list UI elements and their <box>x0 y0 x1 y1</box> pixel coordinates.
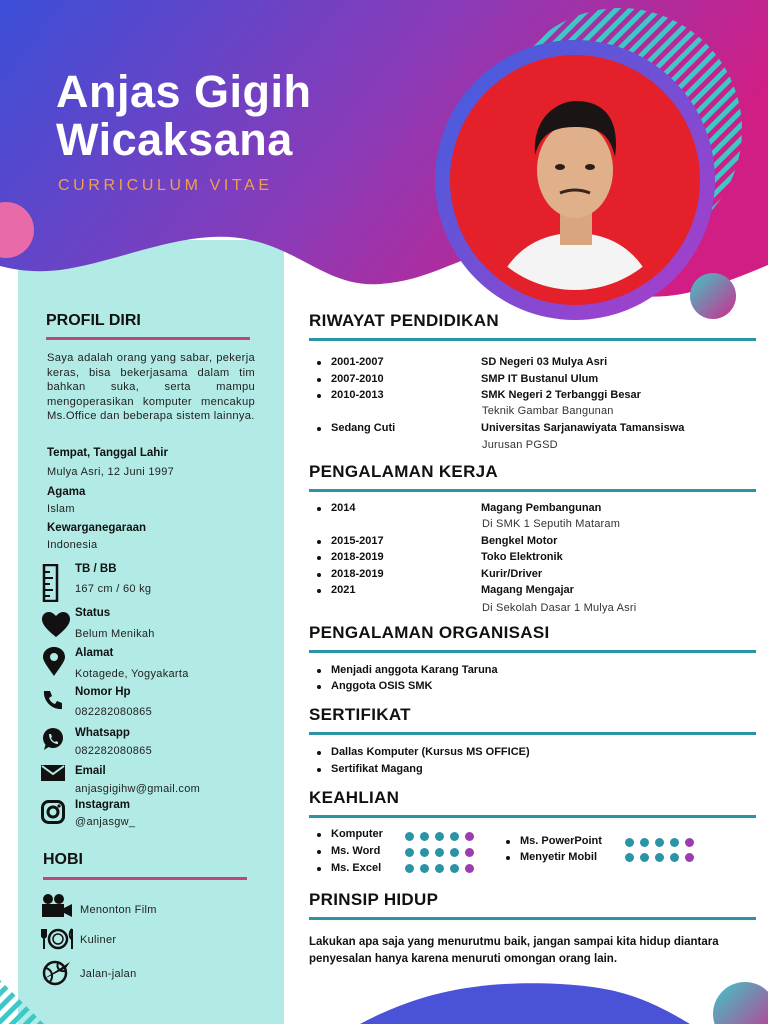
phone-value: 082282080865 <box>75 706 153 718</box>
skill-level-dots <box>625 838 694 847</box>
skill-dot-filled <box>450 864 459 873</box>
skill-dot-filled <box>670 838 679 847</box>
skill-dot-empty <box>685 853 694 862</box>
experience-role: Kurir/Driver <box>481 568 543 580</box>
skill-dot-filled <box>435 832 444 841</box>
organization-item: Anggota OSIS SMK <box>331 680 433 692</box>
instagram-icon <box>41 800 65 824</box>
address-label: Alamat <box>75 647 114 659</box>
experience-period: 2015-2017 <box>331 535 384 547</box>
skill-dot-filled <box>405 848 414 857</box>
experience-detail: Di Sekolah Dasar 1 Mulya Asri <box>482 602 637 614</box>
skill-dot-filled <box>655 853 664 862</box>
certificate-item: Sertifikat Magang <box>331 763 423 775</box>
education-period: Sedang Cuti <box>331 422 396 434</box>
certificate-item: Dallas Komputer (Kursus MS OFFICE) <box>331 746 530 758</box>
experience-period: 2018-2019 <box>331 568 384 580</box>
experience-detail: Di SMK 1 Seputih Mataram <box>482 518 621 530</box>
whatsapp-icon <box>41 727 65 751</box>
instagram-value: @anjasgw_ <box>75 816 136 828</box>
skill-dot-filled <box>640 853 649 862</box>
ruler-icon <box>42 564 60 602</box>
birth-value: Mulya Asri, 12 Juni 1997 <box>47 466 175 478</box>
skill-dot-filled <box>420 832 429 841</box>
skill-level-dots <box>405 864 474 873</box>
principle-divider <box>309 917 756 920</box>
hobby-label-travel: Jalan-jalan <box>80 968 137 980</box>
education-detail: Jurusan PGSD <box>482 439 558 451</box>
birth-label: Tempat, Tanggal Lahir <box>47 447 168 459</box>
religion-value: Islam <box>47 503 75 515</box>
citizenship-value: Indonesia <box>47 539 98 551</box>
education-school: SD Negeri 03 Mulya Asri <box>481 356 608 368</box>
document-subtitle: CURRICULUM VITAE <box>58 177 273 194</box>
skill-dot-filled <box>420 864 429 873</box>
height-weight-value: 167 cm / 60 kg <box>75 583 152 595</box>
skill-dot-filled <box>420 848 429 857</box>
phone-icon <box>42 689 64 711</box>
skill-name: Ms. PowerPoint <box>520 835 602 847</box>
heart-icon <box>42 612 70 638</box>
skill-dot-filled <box>625 853 634 862</box>
email-icon <box>41 765 65 781</box>
organization-heading: PENGALAMAN ORGANISASI <box>309 623 550 642</box>
hobby-label-film: Menonton Film <box>80 904 157 916</box>
skill-dot-empty <box>685 838 694 847</box>
principle-heading: PRINSIP HIDUP <box>309 890 439 909</box>
skill-dot-empty <box>465 832 474 841</box>
skill-level-dots <box>405 832 474 841</box>
experience-role: Magang Mengajar <box>481 584 574 596</box>
height-weight-label: TB / BB <box>75 563 117 575</box>
full-name: Anjas Gigih Wicaksana <box>56 66 312 165</box>
skill-dot-filled <box>625 838 634 847</box>
skill-dot-filled <box>435 864 444 873</box>
skill-dot-filled <box>405 832 414 841</box>
skill-name: Komputer <box>331 828 383 840</box>
movie-camera-icon <box>41 894 73 918</box>
education-school: SMK Negeri 2 Terbanggi Besar <box>481 389 641 401</box>
status-label: Status <box>75 607 111 619</box>
education-period: 2010-2013 <box>331 389 384 401</box>
experience-period: 2021 <box>331 584 356 596</box>
education-period: 2001-2007 <box>331 356 384 368</box>
religion-label: Agama <box>47 486 86 498</box>
education-heading: RIWAYAT PENDIDIKAN <box>309 311 499 330</box>
principle-quote: Lakukan apa saja yang menurutmu baik, jangan sampai kita hidup diantara penyesalan hanya karena menuruti omongan orang lain. <box>309 936 719 965</box>
instagram-label: Instagram <box>75 799 130 811</box>
status-value: Belum Menikah <box>75 628 155 640</box>
profile-heading: PROFIL DIRI <box>46 312 141 329</box>
experience-role: Magang Pembangunan <box>481 502 602 514</box>
certificate-heading: SERTIFIKAT <box>309 705 411 724</box>
skill-level-dots <box>625 853 694 862</box>
travel-globe-icon <box>40 958 72 986</box>
whatsapp-value: 082282080865 <box>75 745 153 757</box>
experience-role: Bengkel Motor <box>481 535 558 547</box>
experience-divider <box>309 489 756 492</box>
skill-name: Menyetir Mobil <box>520 851 598 863</box>
email-label: Email <box>75 765 106 777</box>
skill-level-dots <box>405 848 474 857</box>
phone-label: Nomor Hp <box>75 686 131 698</box>
organization-item: Menjadi anggota Karang Taruna <box>331 664 498 676</box>
experience-role: Toko Elektronik <box>481 551 563 563</box>
skill-dot-filled <box>655 838 664 847</box>
skill-dot-empty <box>465 848 474 857</box>
skill-dot-filled <box>670 853 679 862</box>
skill-dot-filled <box>640 838 649 847</box>
education-school: Universitas Sarjanawiyata Tamansiswa <box>481 422 685 434</box>
experience-period: 2014 <box>331 502 356 514</box>
skills-divider <box>309 815 756 818</box>
organization-divider <box>309 650 756 653</box>
skill-dot-filled <box>450 832 459 841</box>
location-pin-icon <box>43 647 65 677</box>
certificate-divider <box>309 732 756 735</box>
hobby-heading: HOBI <box>43 851 83 868</box>
hobby-divider <box>43 877 247 880</box>
experience-period: 2018-2019 <box>331 551 384 563</box>
skill-dot-empty <box>465 864 474 873</box>
education-divider <box>309 338 756 341</box>
skill-name: Ms. Excel <box>331 862 382 874</box>
skill-dot-filled <box>405 864 414 873</box>
education-school: SMP IT Bustanul Ulum <box>481 373 599 385</box>
hobby-label-culinary: Kuliner <box>80 934 117 946</box>
profile-text: Saya adalah orang yang sabar, pekerja keras, bisa bekerjasama dalam tim bahkan suka, serta mampu mengoperasikan komputer mencakup Ms.Office dan beberapa sistem lainnya. <box>47 352 255 423</box>
experience-heading: PENGALAMAN KERJA <box>309 462 498 481</box>
skills-heading: KEAHLIAN <box>309 788 400 807</box>
email-value: anjasgigihw@gmail.com <box>75 783 201 795</box>
skill-dot-filled <box>435 848 444 857</box>
dining-icon <box>41 928 75 950</box>
skill-name: Ms. Word <box>331 845 381 857</box>
profile-photo <box>450 55 700 305</box>
whatsapp-label: Whatsapp <box>75 727 130 739</box>
citizenship-label: Kewarganegaraan <box>47 522 147 534</box>
skill-dot-filled <box>450 848 459 857</box>
address-value: Kotagede, Yogyakarta <box>75 668 189 680</box>
profile-divider <box>46 337 250 340</box>
education-detail: Teknik Gambar Bangunan <box>482 405 614 417</box>
education-period: 2007-2010 <box>331 373 384 385</box>
